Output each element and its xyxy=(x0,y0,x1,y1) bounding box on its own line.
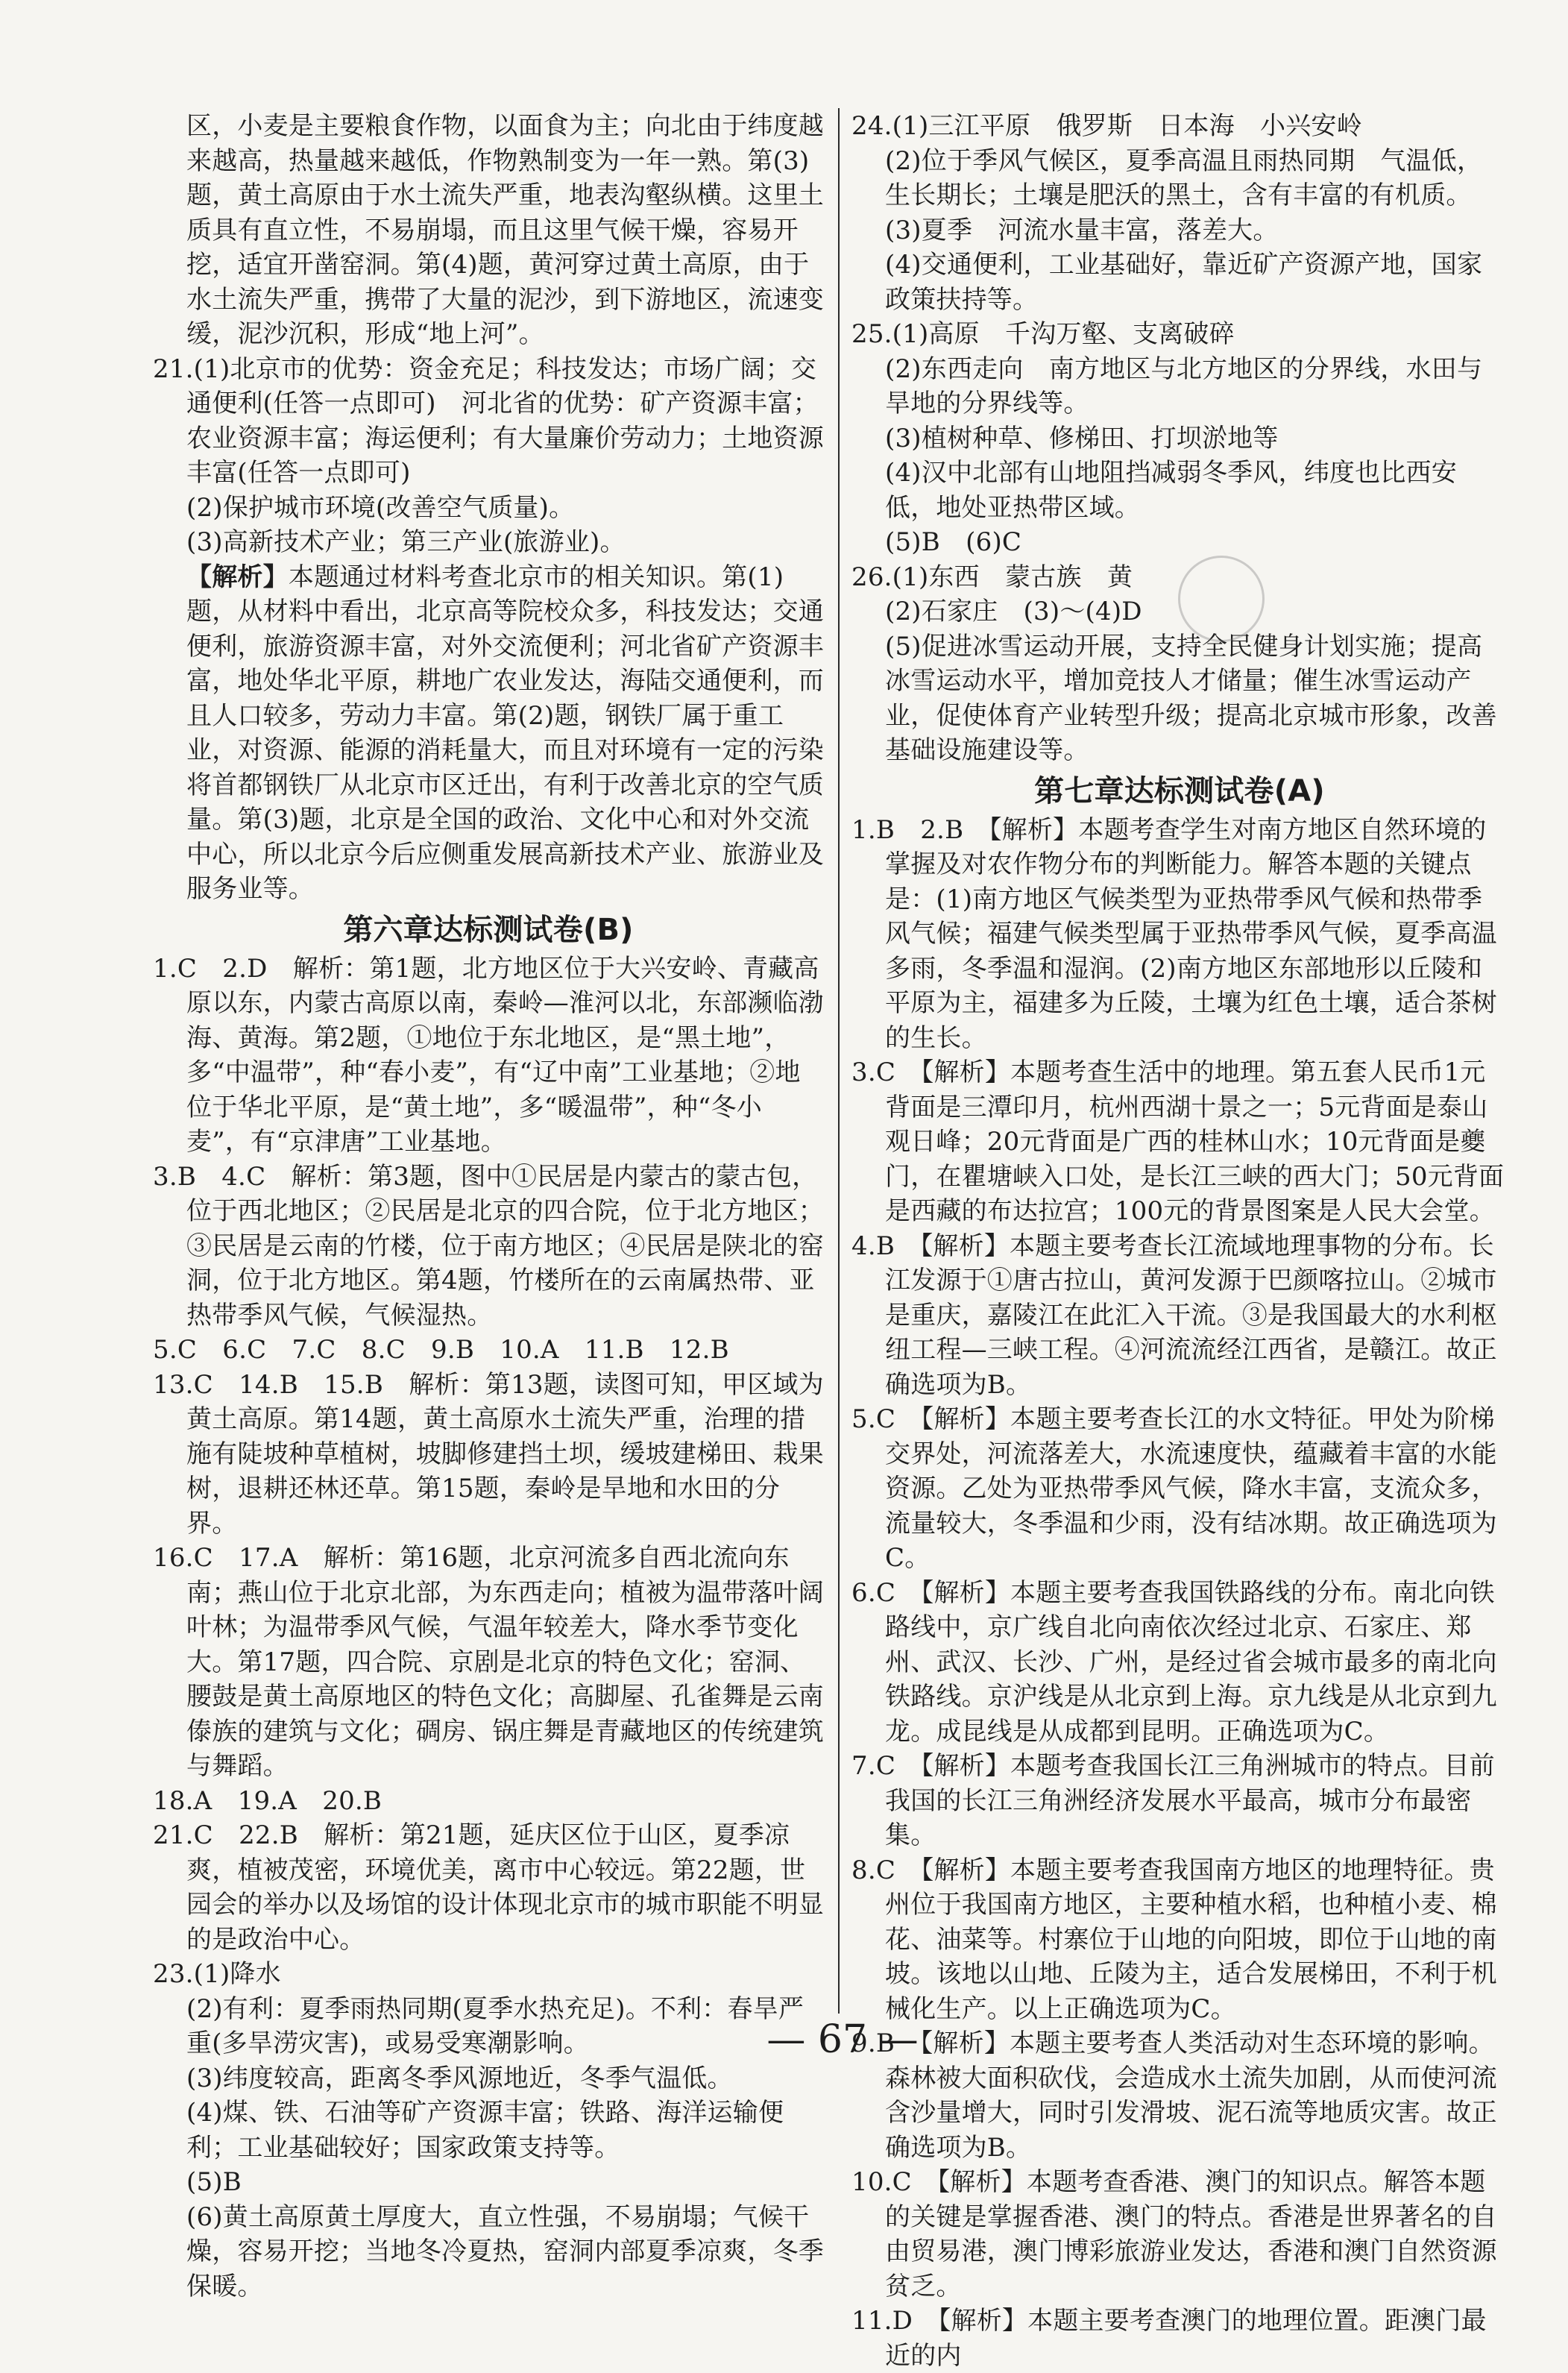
answer-23-part4: (4)煤、铁、石油等矿产资源丰富；铁路、海洋运输便利；工业基础较好；国家政策支持等。 xyxy=(186,2098,784,2163)
answer-25-part5: (5)B (6)C xyxy=(885,527,1022,557)
answer-b10: 10.C 【解析】本题考查香港、澳门的知识点。解答本题的关键是掌握香港、澳门的特点。香港是世界著名的自由贸易港，澳门博彩旅游业发达，香港和澳门自然资源贫乏。 xyxy=(851,2167,1497,2301)
answer-21-analysis xyxy=(153,560,824,907)
answer-21-part1: 21.(1)北京市的优势：资金充足；科技发达；市场广阔；交通便利(任答一点即可) 河北省的优势：矿产资源丰富；农业资源丰富；海运便利；有大量廉价劳动力；土地资源丰富(任答一点即可) xyxy=(153,353,824,488)
section-title-chapter6b: 第六章达标测试卷(B) xyxy=(343,912,634,947)
answer-25-part3: (3)植树种草、修梯田、打坝淤地等 xyxy=(885,423,1279,453)
answer-16-17: 16.C 17.A 解析：第16题，北京河流多自西北流向东南；燕山位于北京北部，为东西走向；植被为温带落叶阔叶林；为温带季风气候，气温年较差大，降水季节变化大。第17题，四合院、京剧是北京的特色文化；窑洞、腰鼓是黄土高原地区的特色文化；高脚屋、孔雀舞是云南傣族的建筑与文化；碉房、锅庄舞是青藏地区的传统建筑与舞蹈。 xyxy=(153,1543,824,1781)
analysis-label: 【解析】 xyxy=(186,562,289,592)
paragraph-continued: 区，小麦是主要粮食作物，以面食为主；向北由于纬度越来越高，热量越来越低，作物熟制变为一年一熟。第(3)题，黄土高原由于水土流失严重，地表沟壑纵横。这里土质具有直立性，不易崩塌，而且这里气候干燥，容易开挖，适宜开凿窑洞。第(4)题，黄河穿过黄土高原，由于水土流失严重，携带了大量的泥沙，到下游地区，流速变缓，泥沙沉积，形成“地上河”。 xyxy=(186,111,824,349)
answer-23-part1: 23.(1)降水 xyxy=(153,1959,281,1989)
answer-26-part5: (5)促进冰雪运动开展，支持全民健身计划实施；提高冰雪运动水平，增加竞技人才储量；催生冰雪运动产业，促使体育产业转型升级；提高北京城市形象，改善基础设施建设等。 xyxy=(885,631,1497,765)
answer-24-part4: (4)交通便利，工业基础好，靠近矿产资源产地，国家政策扶持等。 xyxy=(885,250,1483,315)
answer-3-4: 3.B 4.C 解析：第3题，图中①民居是内蒙古的蒙古包，位于西北地区；②民居是北京的四合院，位于北方地区；③民居是云南的竹楼，位于南方地区；④民居是陕北的窑洞，位于北方地区。第4题，竹楼所在的云南属热带、亚热带季风气候，气候湿热。 xyxy=(153,1161,824,1330)
answer-23-part6: (6)黄土高原黄土厚度大，直立性强，不易崩塌；气候干燥，容易开挖；当地冬冷夏热，窑洞内部夏季凉爽，冬季保暖。 xyxy=(186,2201,824,2301)
answer-24-part2: (2)位于季风气候区，夏季高温且雨热同期 气温低，生长期长；土壤是肥沃的黑土，含有丰富的有机质。 xyxy=(885,145,1483,210)
answer-26-part1: 26.(1)东西 蒙古族 黄 xyxy=(851,562,1133,592)
section-title-chapter7a: 第七章达标测试卷(A) xyxy=(1034,773,1325,808)
answer-25-part4: (4)汉中北部有山地阻挡减弱冬季风，纬度也比西安低，地处亚热带区域。 xyxy=(885,458,1457,523)
answer-24-part1: 24.(1)三江平原 俄罗斯 日本海 小兴安岭 xyxy=(851,111,1362,141)
answer-13-15: 13.C 14.B 15.B 解析：第13题，读图可知，甲区域为黄土高原。第14题，黄土高原水土流失严重，治理的措施有陡坡种草植树，坡脚修建挡土坝，缓坡建梯田、栽果树，退耕还林还草。第15题，秦岭是旱地和水田的分界。 xyxy=(153,1369,824,1538)
column-divider xyxy=(838,108,840,2014)
answer-25-part1: 25.(1)高原 千沟万壑、支离破碎 xyxy=(851,319,1235,349)
right-column xyxy=(851,109,1508,2373)
answer-23-part3: (3)纬度较高，距离冬季风源地近，冬季气温低。 xyxy=(186,2063,733,2093)
answer-b9: 9.B 【解析】本题主要考查人类活动对生态环境的影响。森林被大面积砍伐，会造成水土流失加剧，从而使河流含沙量增大，同时引发滑坡、泥石流等地质灾害。故正确选项为B。 xyxy=(851,2028,1497,2163)
answer-b4: 4.B 【解析】本题主要考查长江流域地理事物的分布。长江发源于①唐古拉山，黄河发源于巴颜喀拉山。②城市是重庆，嘉陵江在此汇入干流。③是我国最大的水利枢纽工程—三峡工程。④河流流经江西省，是赣江。故正确选项为B。 xyxy=(851,1230,1497,1400)
left-column xyxy=(153,109,824,2304)
answer-5-12: 5.C 6.C 7.C 8.C 9.B 10.A 11.B 12.B xyxy=(153,1335,729,1365)
page-number: — 67 — xyxy=(766,2017,919,2062)
answer-21-part3: (3)高新技术产业；第三产业(旅游业)。 xyxy=(186,527,626,557)
analysis-text: 本题通过材料考查北京市的相关知识。第(1)题，从材料中看出，北京高等院校众多，科技发达；交通便利，旅游资源丰富，对外交流便利；河北省矿产资源丰富，地处华北平原，耕地广农业发达，海陆交通便利，而且人口较多，劳动力丰富。第(2)题，钢铁厂属于重工业，对资源、能源的消耗量大，而且对环境有一定的污染将首都钢铁厂从北京市区迁出，有利于改善北京的空气质量。第(3)题，北京是全国的政治、文化中心和对外交流中心，所以北京今后应侧重发展高新技术产业、旅游业及服务业等。 xyxy=(186,562,824,904)
answer-21-22: 21.C 22.B 解析：第21题，延庆区位于山区，夏季凉爽，植被茂密，环境优美，离市中心较远。第22题，世园会的举办以及场馆的设计体现北京市的城市职能不明显的是政治中心。 xyxy=(153,1820,824,1955)
answer-23-part5: (5)B xyxy=(186,2167,242,2197)
answer-b1-2: 1.B 2.B 【解析】本题考查学生对南方地区自然环境的掌握及对农作物分布的判断能力。解答本题的关键点是：(1)南方地区气候类型为亚热带季风气候和热带季风气候；福建气候类型属于亚热带季风气候，夏季高温多雨，冬季温和湿润。(2)南方地区东部地形以丘陵和平原为主，福建多为丘陵，土壤为红色土壤，适合茶树的生长。 xyxy=(851,814,1497,1053)
answer-b11: 11.D 【解析】本题主要考查澳门的地理位置。距澳门最近的内 xyxy=(851,2306,1487,2371)
answer-b6: 6.C 【解析】本题主要考查我国铁路线的分布。南北向铁路线中，京广线自北向南依次经过北京、石家庄、郑州、武汉、长沙、广州，是经过省会城市最多的南北向铁路线。京沪线是从北京到上海。京九线是从北京到九龙。成昆线是从成都到昆明。正确选项为C。 xyxy=(851,1577,1497,1747)
answer-b7: 7.C 【解析】本题考查我国长江三角洲城市的特点。目前我国的长江三角洲经济发展水平最高，城市分布最密集。 xyxy=(851,1751,1495,1850)
answer-23-part2: (2)有利：夏季雨热同期(夏季水热充足)。不利：春旱严重(多旱涝灾害)，或易受寒潮影响。 xyxy=(186,1993,805,2058)
answer-1-2: 1.C 2.D 解析：第1题，北方地区位于大兴安岭、青藏高原以东，内蒙古高原以南，秦岭—淮河以北，东部濒临渤海、黄海。第2题，①地位于东北地区，是“黑土地”，多“中温带”，种“春小麦”，有“辽中南”工业基地；②地位于华北平原，是“黄土地”，多“暖温带”，种“冬小麦”，有“京津唐”工业基地。 xyxy=(153,953,824,1157)
answer-b5: 5.C 【解析】本题主要考查长江的水文特征。甲处为阶梯交界处，河流落差大，水流速度快，蕴藏着丰富的水能资源。乙处为亚热带季风气候，降水丰富，支流众多，流量较大，冬季温和少雨，没有结冰期。故正确选项为C。 xyxy=(851,1404,1497,1573)
answer-21-part2: (2)保护城市环境(改善空气质量)。 xyxy=(186,492,575,523)
answer-b3: 3.C 【解析】本题考查生活中的地理。第五套人民币1元背面是三潭印月，杭州西湖十景之一；5元背面是泰山观日峰；20元背面是广西的桂林山水；10元背面是夔门，在瞿塘峡入口处，是长江三峡的西大门；50元背面是西藏的布达拉宫；100元的背景图案是人民大会堂。 xyxy=(851,1057,1505,1226)
answer-b8: 8.C 【解析】本题主要考查我国南方地区的地理特征。贵州位于我国南方地区，主要种植水稻，也种植小麦、棉花、油菜等。村寨位于山地的向阳坡，即位于山地的南坡。该地以山地、丘陵为主，适合发展梯田，不利于机械化生产。以上正确选项为C。 xyxy=(851,1855,1497,2024)
answer-24-part3: (3)夏季 河流水量丰富，落差大。 xyxy=(885,215,1279,245)
answer-25-part2: (2)东西走向 南方地区与北方地区的分界线，水田与旱地的分界线等。 xyxy=(885,353,1483,418)
answer-18-20: 18.A 19.A 20.B xyxy=(153,1785,382,1816)
faint-stamp-mark xyxy=(1178,556,1265,642)
answer-26-part2: (2)石家庄 (3)～(4)D xyxy=(885,597,1142,626)
